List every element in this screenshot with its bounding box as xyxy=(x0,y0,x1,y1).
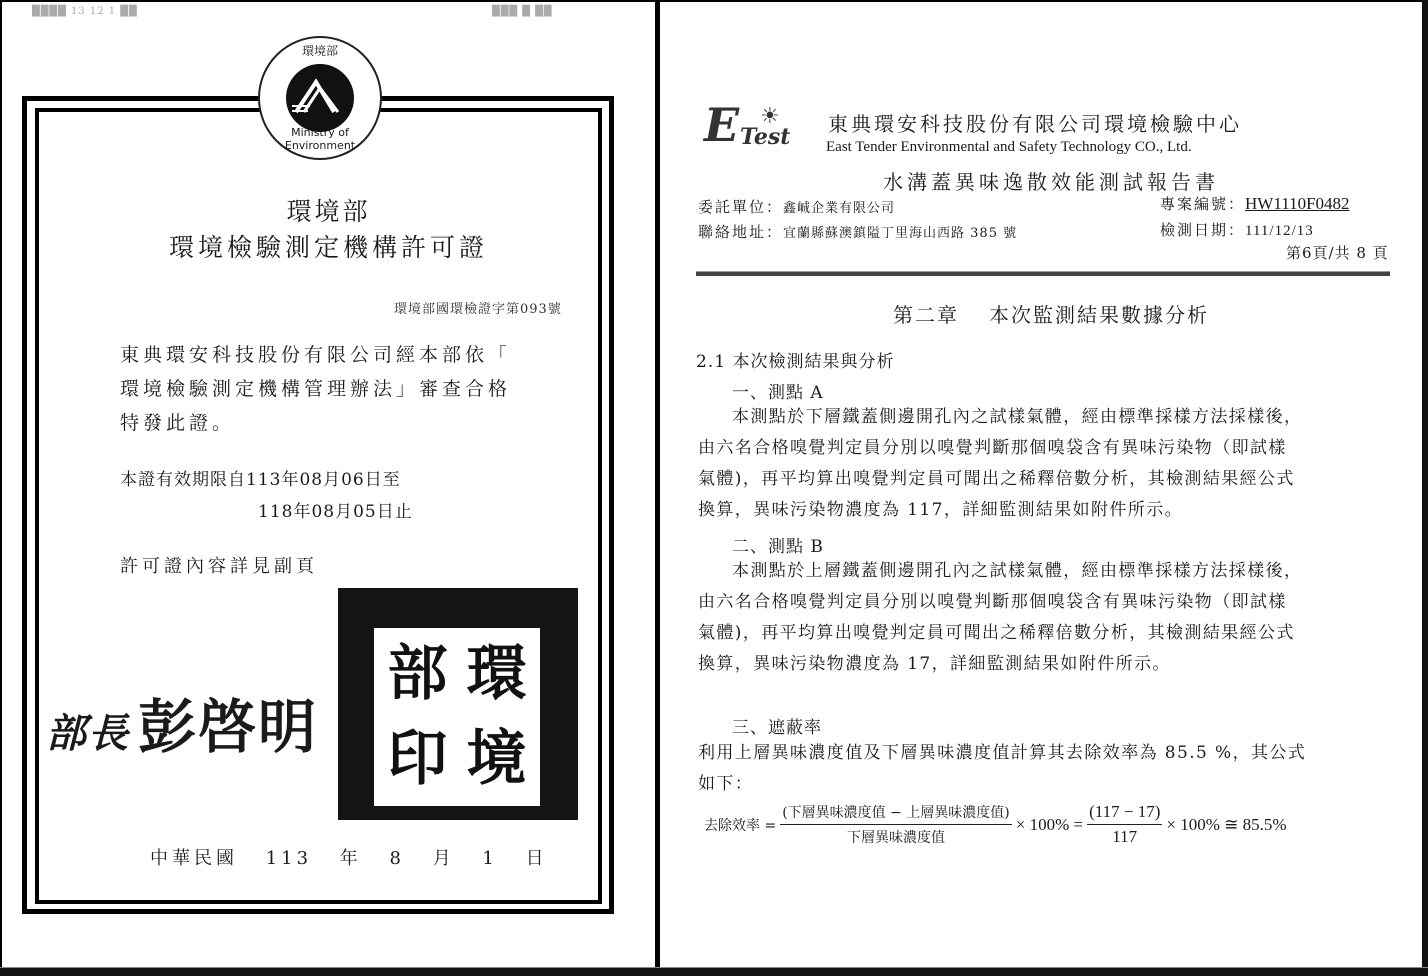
body-line: 特發此證。 xyxy=(120,412,236,434)
point-a-paragraph xyxy=(698,402,1388,526)
paragraph-line: 利用上層異味濃度值及下層異味濃度值計算其去除效率為 85.5 %，其公式 xyxy=(698,743,1307,763)
emblem-core xyxy=(286,64,354,132)
seal-char: 境 xyxy=(466,724,527,794)
chapter-title: 本次監測結果數據分析 xyxy=(989,303,1209,327)
formula-times: × 100% = xyxy=(1015,814,1084,834)
validity-start: 本證有效期限自113年08月06日至 xyxy=(120,470,401,490)
company-name-zh: 東典環安科技股份有限公司環境檢驗中心 xyxy=(828,112,1242,136)
emblem-top-text: 環境部 xyxy=(301,44,338,58)
ministry-emblem-icon xyxy=(258,36,382,160)
seal-char: 部 xyxy=(387,639,448,709)
chapter-number: 第二章 xyxy=(893,303,959,327)
test-date-label: 檢測日期： xyxy=(1160,221,1246,239)
paragraph-line: 換算，異味污染物濃度為 117，詳細監測結果如附件所示。 xyxy=(698,500,1184,520)
shielding-heading: 三、遮蔽率 xyxy=(732,718,822,738)
report-title: 水溝蓋異味逸散效能測試報告書 xyxy=(883,170,1219,194)
formula-fraction-2 xyxy=(1087,802,1162,847)
certificate-title: 環境檢驗測定機構許可證 xyxy=(168,233,488,262)
seal-face xyxy=(374,628,540,806)
frame-right-edge xyxy=(1422,0,1428,976)
address-value: 宜蘭縣蘇澳鎮隘丁里海山西路 385 號 xyxy=(783,226,1018,241)
certificate-page xyxy=(2,2,655,966)
company-name-en: East Tender Environmental and Safety Technology CO., Ltd. xyxy=(826,139,1192,155)
scan-header-left: ████ 13 12 1 ██ xyxy=(32,6,138,17)
certificate-issuer: 環境部 xyxy=(286,197,371,226)
point-a-heading: 一、測點 A xyxy=(732,383,824,403)
fraction-numerator: (下層異味濃度值 − 上層異味濃度值) xyxy=(780,802,1012,825)
paragraph-line: 本測點於上層鐵蓋側邊開孔內之試樣氣體，經由標準採樣方法採樣後， xyxy=(732,561,1303,581)
formula-lhs: 去除效率 = xyxy=(704,817,777,834)
signature-title: 部長 xyxy=(46,710,130,757)
validity-end: 118年08月05日止 xyxy=(258,502,413,522)
etest-logo xyxy=(704,98,824,156)
paragraph-line: 換算，異味污染物濃度為 17，詳細監測結果如附件所示。 xyxy=(698,654,1171,674)
paragraph-line: 氣體)，再平均算出嗅覺判定員可聞出之稀釋倍數分析，其檢測結果經公式 xyxy=(698,623,1295,643)
frame-bottom-edge xyxy=(0,967,1428,976)
sun-icon: ☀ xyxy=(760,104,780,129)
fraction-denominator: 下層異味濃度值 xyxy=(846,830,945,846)
page-indicator: 第6頁/共 8 頁 xyxy=(1286,244,1389,262)
mountain-icon xyxy=(286,64,354,132)
signature-name: 彭啓明 xyxy=(138,693,319,761)
test-date-field xyxy=(1160,219,1314,240)
shielding-paragraph xyxy=(698,738,1388,800)
test-date-value: 111/12/13 xyxy=(1245,223,1314,239)
paragraph-line: 本測點於下層鐵蓋側邊開孔內之試樣氣體，經由標準採樣方法採樣後， xyxy=(732,407,1303,427)
seal-char: 環 xyxy=(466,639,527,709)
fraction-denominator: 117 xyxy=(1112,827,1138,846)
paragraph-line: 氣體)，再平均算出嗅覺判定員可聞出之稀釋倍數分析，其檢測結果經公式 xyxy=(698,469,1295,489)
client-label: 委託單位： xyxy=(698,198,784,216)
address-field xyxy=(698,221,1017,242)
validity-period xyxy=(120,464,413,528)
emblem-bottom-text: Ministry of Environment xyxy=(284,126,356,152)
chapter-heading xyxy=(660,299,1422,328)
minister-signature xyxy=(46,680,318,764)
point-b-heading: 二、測點 B xyxy=(732,537,824,557)
header-rule xyxy=(696,271,1390,276)
certificate-note: 許可證內容詳見副頁 xyxy=(120,556,318,577)
project-label: 專案編號： xyxy=(1160,195,1246,213)
scan-header-right: ███ █ ██ xyxy=(492,6,553,17)
client-value: 鑫峸企業有限公司 xyxy=(783,201,896,216)
license-number: 環境部國環檢證字第093號 xyxy=(394,302,562,317)
address-label: 聯絡地址： xyxy=(698,223,784,241)
body-line: 東典環安科技股份有限公司經本部依「 xyxy=(120,344,512,366)
paragraph-line: 由六名合格嗅覺判定員分別以嗅覺判斷那個嗅袋含有異味污染物（即試樣 xyxy=(698,592,1287,612)
report-page xyxy=(660,2,1422,966)
formula-result: × 100% ≅ 85.5% xyxy=(1166,814,1287,834)
paragraph-line: 如下： xyxy=(698,774,754,794)
formula-fraction-1 xyxy=(780,802,1012,847)
certificate-body xyxy=(120,338,540,440)
seal-char: 印 xyxy=(387,724,448,794)
logo-letter: E xyxy=(704,98,740,152)
body-line: 環境檢驗測定機構管理辦法」審查合格 xyxy=(120,378,512,400)
project-field xyxy=(1160,193,1350,214)
client-field xyxy=(698,196,895,217)
paragraph-line: 由六名合格嗅覺判定員分別以嗅覺判斷那個嗅袋含有異味污染物（即試樣 xyxy=(698,438,1287,458)
project-value: HW1110F0482 xyxy=(1245,194,1350,213)
official-seal xyxy=(338,588,578,820)
logo-text: Test xyxy=(740,124,791,150)
fraction-numerator: (117 − 17) xyxy=(1087,802,1162,825)
issue-date: 中華民國 113 年 8 月 1 日 xyxy=(150,848,548,869)
point-b-paragraph xyxy=(698,556,1388,680)
section-heading: 2.1 本次檢測結果與分析 xyxy=(696,352,895,372)
removal-efficiency-formula xyxy=(704,802,1287,847)
